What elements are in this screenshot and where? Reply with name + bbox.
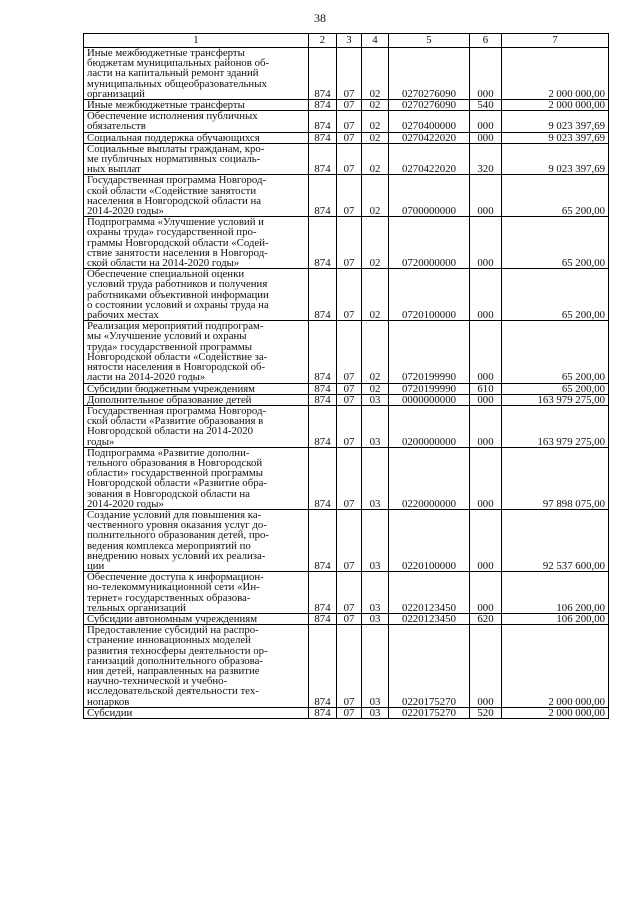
row-name-cell: Подпрограмма «Улучшение условий и охраны труда» государственной про- граммы Новгородской области «Содей- ствие занятости населения в Новгород- ской области на 2014-2020 годы» bbox=[84, 217, 309, 269]
amount-cell: 2 000 000,00 bbox=[502, 707, 609, 718]
section-code-cell: 07 bbox=[337, 405, 362, 447]
row-name-cell: Подпрограмма «Развитие дополни- тельного образования в Новгородской области» государственной программы Новгородской области «Развитие обра- зования в Новгородской области на 2014-2020 годы» bbox=[84, 447, 309, 509]
amount-cell: 97 898 075,00 bbox=[502, 447, 609, 509]
page-number: 38 bbox=[314, 11, 326, 25]
subsection-code-cell: 02 bbox=[362, 132, 389, 143]
row-name-cell: Создание условий для повышения ка- чественного уровня оказания услуг до- полнительного образования детей, про- ведения комплекса мероприятий по внедрению новых условий их реализа- ции bbox=[84, 509, 309, 571]
expense-type-code-cell: 000 bbox=[470, 111, 502, 132]
expense-type-code-cell: 000 bbox=[470, 447, 502, 509]
table-row bbox=[84, 217, 609, 269]
row-name-cell: Обеспечение доступа к информацион- но-телекоммуникационной сети «Ин- тернет» государственных образова- тельных организаций bbox=[84, 572, 309, 614]
ministry-code-cell: 874 bbox=[309, 447, 337, 509]
target-item-code-cell: 0000000000 bbox=[389, 394, 470, 405]
column-header: 5 bbox=[389, 34, 470, 48]
ministry-code-cell: 874 bbox=[309, 175, 337, 217]
amount-cell: 65 200,00 bbox=[502, 383, 609, 394]
target-item-code-cell: 0220175270 bbox=[389, 707, 470, 718]
expense-type-code-cell: 000 bbox=[470, 572, 502, 614]
expense-type-code-cell: 000 bbox=[470, 217, 502, 269]
expense-type-code-cell: 520 bbox=[470, 707, 502, 718]
target-item-code-cell: 0270276090 bbox=[389, 48, 470, 100]
table-header bbox=[84, 34, 609, 48]
header-row bbox=[84, 34, 609, 48]
amount-cell: 2 000 000,00 bbox=[502, 48, 609, 100]
subsection-code-cell: 03 bbox=[362, 405, 389, 447]
table-row bbox=[84, 383, 609, 394]
subsection-code-cell: 02 bbox=[362, 217, 389, 269]
subsection-code-cell: 02 bbox=[362, 175, 389, 217]
ministry-code-cell: 874 bbox=[309, 111, 337, 132]
table-row bbox=[84, 111, 609, 132]
subsection-code-cell: 02 bbox=[362, 269, 389, 321]
table-row bbox=[84, 175, 609, 217]
row-name-cell: Субсидии бюджетным учреждениям bbox=[84, 383, 309, 394]
subsection-code-cell: 02 bbox=[362, 321, 389, 383]
column-header: 7 bbox=[502, 34, 609, 48]
section-code-cell: 07 bbox=[337, 175, 362, 217]
row-name-cell: Государственная программа Новгород- ской области «Содействие занятости населения в Новгородской области на 2014-2020 годы» bbox=[84, 175, 309, 217]
column-header: 2 bbox=[309, 34, 337, 48]
target-item-code-cell: 0720199990 bbox=[389, 321, 470, 383]
amount-cell: 106 200,00 bbox=[502, 613, 609, 624]
expense-type-code-cell: 000 bbox=[470, 175, 502, 217]
subsection-code-cell: 02 bbox=[362, 383, 389, 394]
amount-cell: 2 000 000,00 bbox=[502, 625, 609, 708]
target-item-code-cell: 0200000000 bbox=[389, 405, 470, 447]
section-code-cell: 07 bbox=[337, 613, 362, 624]
table-row bbox=[84, 625, 609, 708]
target-item-code-cell: 0270400000 bbox=[389, 111, 470, 132]
expense-type-code-cell: 320 bbox=[470, 143, 502, 175]
row-name-cell: Дополнительное образование детей bbox=[84, 394, 309, 405]
target-item-code-cell: 0220000000 bbox=[389, 447, 470, 509]
ministry-code-cell: 874 bbox=[309, 269, 337, 321]
section-code-cell: 07 bbox=[337, 394, 362, 405]
amount-cell: 163 979 275,00 bbox=[502, 405, 609, 447]
ministry-code-cell: 874 bbox=[309, 321, 337, 383]
row-name-cell: Социальные выплаты гражданам, кро- ме публичных нормативных социаль- ных выплат bbox=[84, 143, 309, 175]
table-row bbox=[84, 100, 609, 111]
budget-table bbox=[83, 33, 609, 719]
target-item-code-cell: 0720000000 bbox=[389, 217, 470, 269]
section-code-cell: 07 bbox=[337, 48, 362, 100]
amount-cell: 65 200,00 bbox=[502, 321, 609, 383]
ministry-code-cell: 874 bbox=[309, 509, 337, 571]
row-name-cell: Субсидии автономным учреждениям bbox=[84, 613, 309, 624]
column-header: 6 bbox=[470, 34, 502, 48]
ministry-code-cell: 874 bbox=[309, 572, 337, 614]
column-header: 1 bbox=[84, 34, 309, 48]
amount-cell: 163 979 275,00 bbox=[502, 394, 609, 405]
amount-cell: 9 023 397,69 bbox=[502, 132, 609, 143]
section-code-cell: 07 bbox=[337, 217, 362, 269]
target-item-code-cell: 0270422020 bbox=[389, 143, 470, 175]
amount-cell: 2 000 000,00 bbox=[502, 100, 609, 111]
table-row bbox=[84, 48, 609, 100]
target-item-code-cell: 0270422020 bbox=[389, 132, 470, 143]
table-row bbox=[84, 707, 609, 718]
amount-cell: 9 023 397,69 bbox=[502, 143, 609, 175]
table-row bbox=[84, 269, 609, 321]
expense-type-code-cell: 000 bbox=[470, 48, 502, 100]
ministry-code-cell: 874 bbox=[309, 100, 337, 111]
column-header: 4 bbox=[362, 34, 389, 48]
expense-type-code-cell: 000 bbox=[470, 321, 502, 383]
row-name-cell: Обеспечение исполнения публичных обязательств bbox=[84, 111, 309, 132]
expense-type-code-cell: 000 bbox=[470, 509, 502, 571]
section-code-cell: 07 bbox=[337, 111, 362, 132]
table-row bbox=[84, 132, 609, 143]
section-code-cell: 07 bbox=[337, 100, 362, 111]
target-item-code-cell: 0220175270 bbox=[389, 625, 470, 708]
ministry-code-cell: 874 bbox=[309, 48, 337, 100]
table-row bbox=[84, 447, 609, 509]
ministry-code-cell: 874 bbox=[309, 132, 337, 143]
target-item-code-cell: 0220123450 bbox=[389, 572, 470, 614]
subsection-code-cell: 03 bbox=[362, 625, 389, 708]
ministry-code-cell: 874 bbox=[309, 383, 337, 394]
target-item-code-cell: 0720100000 bbox=[389, 269, 470, 321]
row-name-cell: Иные межбюджетные трансферты бюджетам муниципальных районов об- ласти на капитальный ремонт зданий муниципальных общеобразовательных организаций bbox=[84, 48, 309, 100]
amount-cell: 9 023 397,69 bbox=[502, 111, 609, 132]
table-row bbox=[84, 572, 609, 614]
expense-type-code-cell: 610 bbox=[470, 383, 502, 394]
row-name-cell: Обеспечение специальной оценки условий труда работников и получения работниками объективной информации о состоянии условий и охраны труда на рабочих местах bbox=[84, 269, 309, 321]
table-row bbox=[84, 143, 609, 175]
section-code-cell: 07 bbox=[337, 447, 362, 509]
ministry-code-cell: 874 bbox=[309, 394, 337, 405]
ministry-code-cell: 874 bbox=[309, 405, 337, 447]
row-name-cell: Субсидии bbox=[84, 707, 309, 718]
section-code-cell: 07 bbox=[337, 509, 362, 571]
section-code-cell: 07 bbox=[337, 572, 362, 614]
ministry-code-cell: 874 bbox=[309, 613, 337, 624]
amount-cell: 92 537 600,00 bbox=[502, 509, 609, 571]
table-row bbox=[84, 394, 609, 405]
table-row bbox=[84, 509, 609, 571]
table-body bbox=[84, 48, 609, 719]
expense-type-code-cell: 620 bbox=[470, 613, 502, 624]
table-row bbox=[84, 321, 609, 383]
table-row bbox=[84, 613, 609, 624]
ministry-code-cell: 874 bbox=[309, 143, 337, 175]
expense-type-code-cell: 000 bbox=[470, 405, 502, 447]
section-code-cell: 07 bbox=[337, 143, 362, 175]
table-row bbox=[84, 405, 609, 447]
expense-type-code-cell: 000 bbox=[470, 269, 502, 321]
section-code-cell: 07 bbox=[337, 132, 362, 143]
column-header: 3 bbox=[337, 34, 362, 48]
subsection-code-cell: 03 bbox=[362, 613, 389, 624]
subsection-code-cell: 02 bbox=[362, 111, 389, 132]
target-item-code-cell: 0220123450 bbox=[389, 613, 470, 624]
row-name-cell: Реализация мероприятий подпрограм- мы «Улучшение условий и охраны труда» государственной программы Новгородской области «Содействие за- нятости населения в Новгородской об- ласти на 2014-2020 годы» bbox=[84, 321, 309, 383]
subsection-code-cell: 02 bbox=[362, 143, 389, 175]
row-name-cell: Государственная программа Новгород- ской области «Развитие образования в Новгородской области на 2014-2020 годы» bbox=[84, 405, 309, 447]
amount-cell: 65 200,00 bbox=[502, 217, 609, 269]
row-name-cell: Предоставление субсидий на распро- странение инновационных моделей развития техносферы деятельности ор- ганизаций дополнительного образова- ния детей, направленных на развитие научно-технической и учебно- исследовательской деятельности тех- нопарков bbox=[84, 625, 309, 708]
target-item-code-cell: 0700000000 bbox=[389, 175, 470, 217]
target-item-code-cell: 0720199990 bbox=[389, 383, 470, 394]
section-code-cell: 07 bbox=[337, 707, 362, 718]
row-name-cell: Социальная поддержка обучающихся bbox=[84, 132, 309, 143]
subsection-code-cell: 03 bbox=[362, 572, 389, 614]
ministry-code-cell: 874 bbox=[309, 217, 337, 269]
target-item-code-cell: 0220100000 bbox=[389, 509, 470, 571]
expense-type-code-cell: 000 bbox=[470, 625, 502, 708]
expense-type-code-cell: 000 bbox=[470, 132, 502, 143]
amount-cell: 65 200,00 bbox=[502, 175, 609, 217]
ministry-code-cell: 874 bbox=[309, 625, 337, 708]
amount-cell: 65 200,00 bbox=[502, 269, 609, 321]
section-code-cell: 07 bbox=[337, 269, 362, 321]
subsection-code-cell: 03 bbox=[362, 509, 389, 571]
subsection-code-cell: 02 bbox=[362, 100, 389, 111]
subsection-code-cell: 03 bbox=[362, 707, 389, 718]
section-code-cell: 07 bbox=[337, 625, 362, 708]
subsection-code-cell: 03 bbox=[362, 394, 389, 405]
expense-type-code-cell: 540 bbox=[470, 100, 502, 111]
row-name-cell: Иные межбюджетные трансферты bbox=[84, 100, 309, 111]
subsection-code-cell: 02 bbox=[362, 48, 389, 100]
section-code-cell: 07 bbox=[337, 383, 362, 394]
expense-type-code-cell: 000 bbox=[470, 394, 502, 405]
ministry-code-cell: 874 bbox=[309, 707, 337, 718]
amount-cell: 106 200,00 bbox=[502, 572, 609, 614]
section-code-cell: 07 bbox=[337, 321, 362, 383]
target-item-code-cell: 0270276090 bbox=[389, 100, 470, 111]
subsection-code-cell: 03 bbox=[362, 447, 389, 509]
